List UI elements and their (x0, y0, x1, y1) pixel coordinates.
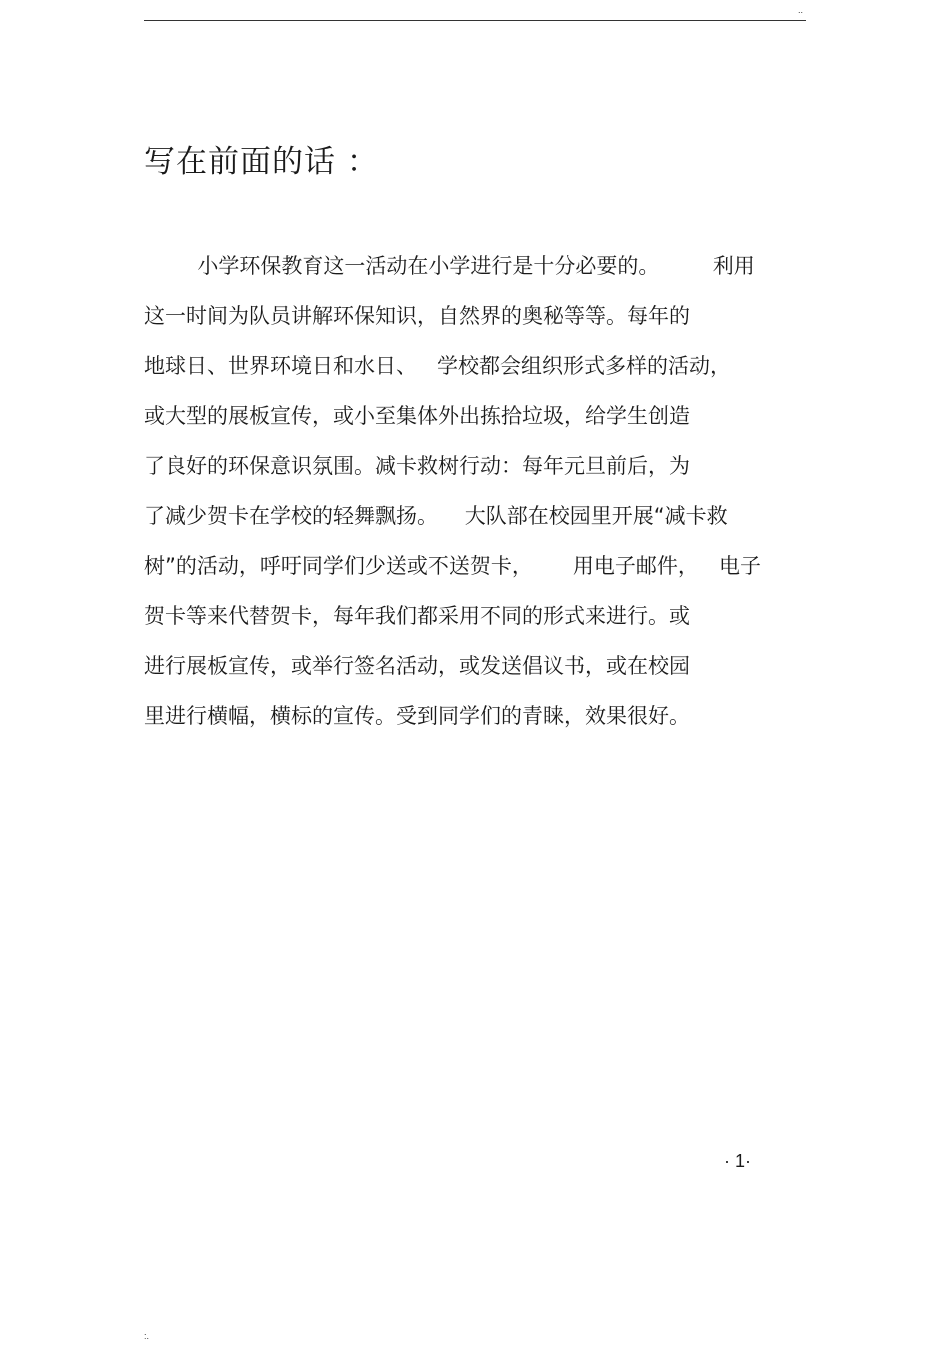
body-paragraph (144, 244, 806, 744)
page-title: 写在前面的话 ： (144, 144, 379, 180)
text-line: 这一时间为队员讲解环保知识，自然界的奥秘等等。每年的 (144, 304, 690, 328)
text-line: 贺卡等来代替贺卡，每年我们都采用不同的形式来进行。或 (144, 604, 690, 628)
text-line: 地球日、世界环境日和水日、 学校都会组织形式多样的活动， (144, 354, 732, 378)
footer-mark: :. (144, 1331, 150, 1341)
text-line: 树”的活动，呼吁同学们少送或不送贺卡， 用电子邮件， 电子 (144, 554, 761, 578)
text-line: 进行展板宣传，或举行签名活动，或发送倡议书，或在校园 (144, 654, 690, 678)
page-number: · 1· (724, 1151, 751, 1171)
text-line: 了减少贺卡在学校的轻舞飘扬。 大队部在校园里开展“减卡救 (144, 504, 728, 528)
header-rule (144, 20, 806, 21)
text-line: 里进行横幅，横标的宣传。受到同学们的青睐，效果很好。 (144, 704, 690, 728)
text-line: 了良好的环保意识氛围。减卡救树行动：每年元旦前后，为 (144, 454, 690, 478)
text-line: 小学环保教育这一活动在小学进行是十分必要的。 利用 (144, 254, 755, 278)
text-line: 或大型的展板宣传，或小至集体外出拣拾垃圾，给学生创造 (144, 404, 690, 428)
header-mark: .. (798, 5, 804, 15)
